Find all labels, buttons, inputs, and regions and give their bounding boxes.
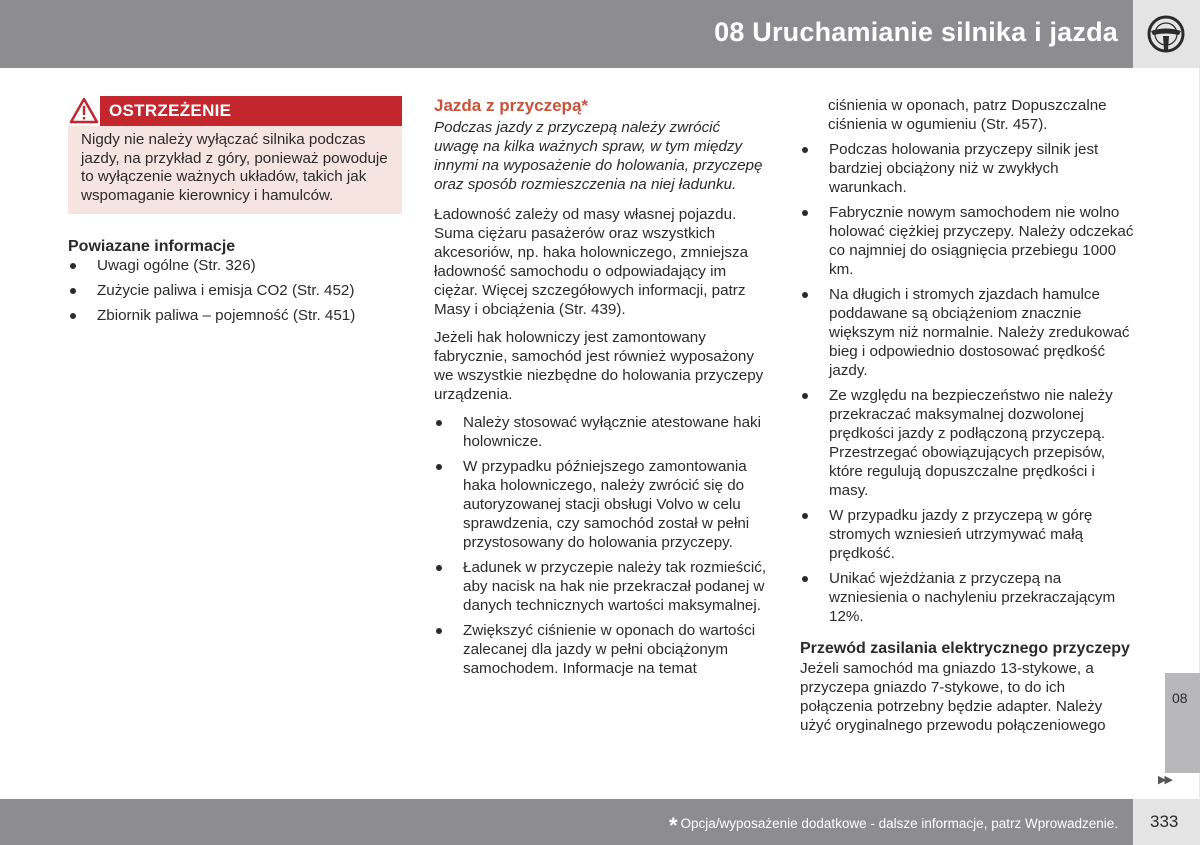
warning-header bbox=[68, 96, 402, 126]
trailer-bullets bbox=[434, 413, 768, 678]
cable-body: Jeżeli samochód ma gniazdo 13-stykowe, a przyczepa gniazdo 7-stykowe, to do ich połączenia potrzebny będzie adapter. Należy użyć oryginalnego przewodu połączeniowego bbox=[800, 660, 1106, 734]
paragraph: Ładowność zależy od masy własnej pojazdu. Suma ciężaru pasażerów oraz wszystkich akcesoriów, np. haka holowniczego, zmniejsza ładowność samochodu o odpowiadający im ciężar. Więcej szczegółowych informacji, patrz Masy i obciążenia (Str. 439). bbox=[434, 206, 749, 318]
footnote-star: * bbox=[668, 813, 678, 838]
column-middle bbox=[434, 96, 768, 684]
chapter-title: 08 Uruchamianie silnika i jazda bbox=[714, 17, 1118, 47]
list-item: Unikać wjeżdżania z przyczepą na wzniesienia o nachyleniu przekraczającym 12%. bbox=[800, 569, 1134, 626]
column-right bbox=[800, 96, 1134, 744]
continued-text: ciśnienia w oponach, patrz Dopuszczalne ciśnienia w ogumieniu (Str. 457). bbox=[828, 97, 1107, 133]
warning-triangle-icon bbox=[69, 97, 99, 125]
list-item: W przypadku jazdy z przyczepą w górę stromych wzniesień utrzymywać małą prędkość. bbox=[800, 506, 1134, 563]
warning-title: OSTRZEŻENIE bbox=[109, 101, 232, 120]
chapter-icon-box bbox=[1133, 0, 1200, 68]
side-tab-label: 08 bbox=[1172, 690, 1188, 706]
section-title: Jazda z przyczepą* bbox=[434, 96, 589, 115]
page-number: 333 bbox=[1150, 812, 1179, 831]
related-heading: Powiazane informacje bbox=[68, 238, 236, 255]
list-item: Ze względu na bezpieczeństwo nie należy przekraczać maksymalnej dozwolonej prędkości jazdy z podłączoną przyczepą. Przestrzegać obowiązujących przepisów, które regulują dopuszczalne prędkości i masy. bbox=[800, 386, 1134, 500]
trailer-bullets-continued bbox=[800, 140, 1134, 626]
list-item: Należy stosować wyłącznie atestowane haki holownicze. bbox=[434, 413, 768, 451]
column-left bbox=[68, 96, 402, 331]
footnote bbox=[669, 813, 1118, 839]
list-item: Ładunek w przyczepie należy tak rozmieścić, aby nacisk na hak nie przekraczał podanej w danych technicznych wartości maksymalnej. bbox=[434, 558, 768, 615]
list-item: Fabrycznie nowym samochodem nie wolno holować ciężkiej przyczepy. Należy odczekać co najmniej do osiągnięcia przebiegu 1000 km. bbox=[800, 203, 1134, 279]
section-intro: Podczas jazdy z przyczepą należy zwrócić uwagę na kilka ważnych spraw, w tym między innymi na wyposażenie do holowania, przyczepę oraz sposób rozmieszczenia na niej ładunku. bbox=[434, 119, 763, 193]
list-item: Podczas holowania przyczepy silnik jest bardziej obciążony niż w zwykłych warunkach. bbox=[800, 140, 1134, 197]
cable-heading: Przewód zasilania elektrycznego przyczepy bbox=[800, 640, 1130, 657]
list-item: Zwiększyć ciśnienie w oponach do wartości zalecanej dla jazdy w pełni obciążonym samochodem. Informacje na temat bbox=[434, 621, 768, 678]
related-link[interactable]: Zużycie paliwa i emisja CO2 (Str. 452) bbox=[68, 281, 402, 300]
list-item: Na długich i stromych zjazdach hamulce poddawane są obciążeniom znacznie większym niż normalnie. Należy zredukować bieg i odpowiednio dostosować prędkość jazdy. bbox=[800, 285, 1134, 380]
related-link[interactable]: Zbiornik paliwa – pojemność (Str. 451) bbox=[68, 306, 402, 325]
warning-body: Nigdy nie należy wyłączać silnika podczas jazdy, na przykład z góry, ponieważ powoduje to wyłączenie ważnych układów, takich jak wspomaganie kierownicy i hamulców. bbox=[68, 126, 402, 214]
paragraph: Jeżeli hak holowniczy jest zamontowany fabrycznie, samochód jest również wyposażony we wszystkie niezbędne do holowania przyczepy urządzenia. bbox=[434, 329, 764, 403]
footnote-text: Opcja/wyposażenie dodatkowe - dalsze informacje, patrz Wprowadzenie. bbox=[680, 816, 1118, 831]
steering-wheel-icon bbox=[1146, 14, 1186, 54]
related-list bbox=[68, 256, 402, 325]
warning-icon-cell bbox=[68, 96, 100, 126]
double-chevron-right-icon[interactable]: ▶▶ bbox=[1158, 774, 1171, 786]
related-link[interactable]: Uwagi ogólne (Str. 326) bbox=[68, 256, 402, 275]
list-item: W przypadku późniejszego zamontowania haka holowniczego, należy zwrócić się do autoryzowanej stacji obsługi Volvo w celu sprawdzenia, czy samochód został w pełni przystosowany do holowania przyczepy. bbox=[434, 457, 768, 552]
chapter-side-tab[interactable] bbox=[1165, 673, 1200, 773]
